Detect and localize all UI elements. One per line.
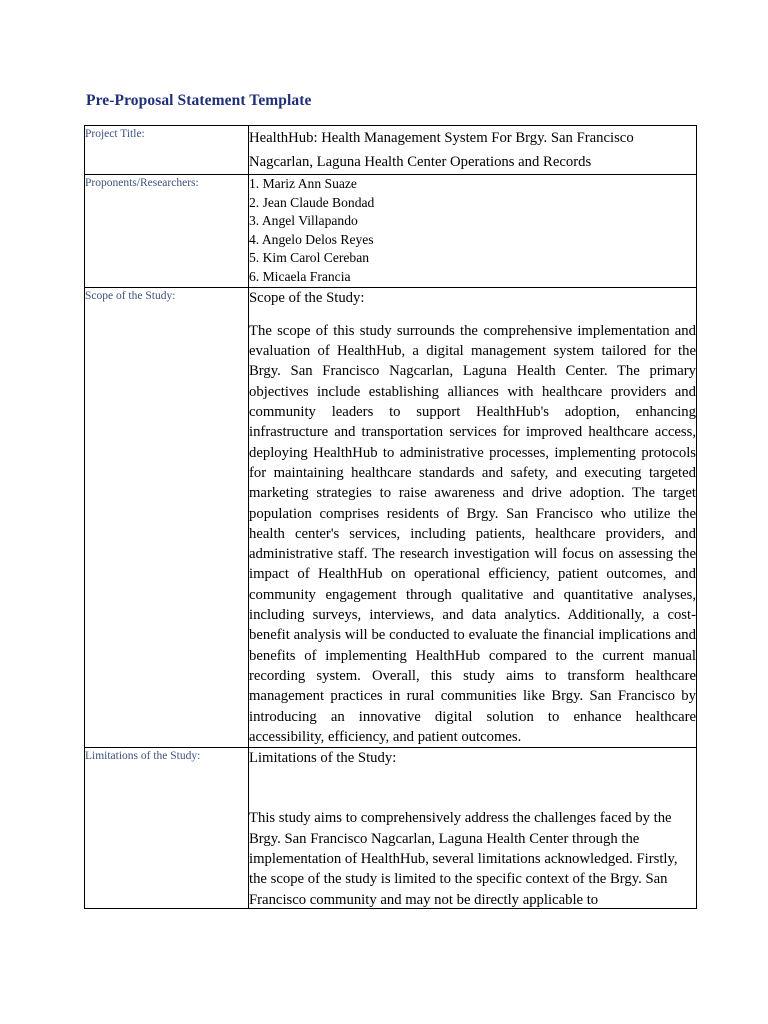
- row-value-limitations: [249, 748, 697, 909]
- pre-proposal-table-wrapper: [84, 125, 696, 909]
- label-text: Project Title:: [85, 128, 145, 140]
- table-row: [85, 748, 697, 909]
- label-text: Limitations of the Study:: [85, 750, 201, 763]
- row-label-proponents: [85, 175, 249, 288]
- page-title: Pre-Proposal Statement Template: [86, 92, 312, 109]
- list-item: 6. Micaela Francia: [249, 268, 351, 284]
- label-text: Proponents/Researchers:: [85, 177, 199, 189]
- row-label-project-title: [85, 126, 249, 175]
- table-row: [85, 287, 697, 748]
- table-row: [85, 126, 697, 175]
- pre-proposal-table: [84, 125, 697, 909]
- list-item: 1. Mariz Ann Suaze: [249, 176, 357, 191]
- row-value-proponents: [249, 175, 697, 288]
- list-item: 4. Angelo Delos Reyes: [249, 231, 374, 247]
- limitations-heading: Limitations of the Study:: [249, 750, 397, 767]
- scope-paragraph: The scope of this study surrounds the comprehensive implementation and evaluation of HealthHub, a digital management system tailored for the Brgy. San Francisco Nagcarlan, Laguna Health Center. The primary objectives include establishing alliances with healthcare providers and community leaders to support HealthHub's adoption, enhancing infrastructure and transportation services for improved healthcare access, deploying HealthHub to administrative processes, implementing protocols for maintaining healthcare standards and safety, and executing targeted marketing strategies to raise awareness and drive adoption. The target population comprises residents of Brgy. San Francisco who utilize the health center's services, including patients, healthcare providers, and administrative staff. The research investigation will focus on assessing the impact of HealthHub on operational efficiency, patient outcomes, and community engagement through qualitative and quantitative analyses, including surveys, interviews, and data analytics. Additionally, a cost-benefit analysis will be conducted to evaluate the financial implications and benefits of implementing HealthHub compared to the current manual recording system. Overall, this study aims to transform healthcare management practices in rural communities like Brgy. San Francisco by introducing an innovative digital solution to enhance healthcare accessibility, efficiency, and patient outcomes.: [249, 322, 696, 745]
- limitations-paragraph: This study aims to comprehensively address the challenges faced by the Brgy. San Francisco Nagcarlan, Laguna Health Center through the implementation of HealthHub, several limitations acknowledged. Firstly, the scope of the study is limited to the specific context of the Brgy. San Francisco community and may not be directly applicable to: [249, 810, 678, 908]
- row-label-scope: [85, 287, 249, 748]
- row-value-scope: [249, 287, 697, 748]
- row-value-project-title: [249, 126, 697, 175]
- table-row: [85, 175, 697, 288]
- project-title-value: HealthHub: Health Management System For Brgy. San Francisco Nagcarlan, Laguna Health Center Operations and Records: [249, 130, 634, 170]
- list-item: 5. Kim Carol Cereban: [249, 250, 370, 266]
- list-item: 3. Angel Villapando: [249, 213, 358, 229]
- list-item: 2. Jean Claude Bondad: [249, 194, 375, 210]
- scope-heading: Scope of the Study:: [249, 289, 365, 306]
- limitations-clip: [249, 748, 696, 908]
- row-label-limitations: [85, 748, 249, 909]
- label-text: Scope of the Study:: [85, 289, 176, 302]
- proponents-list: [249, 175, 696, 287]
